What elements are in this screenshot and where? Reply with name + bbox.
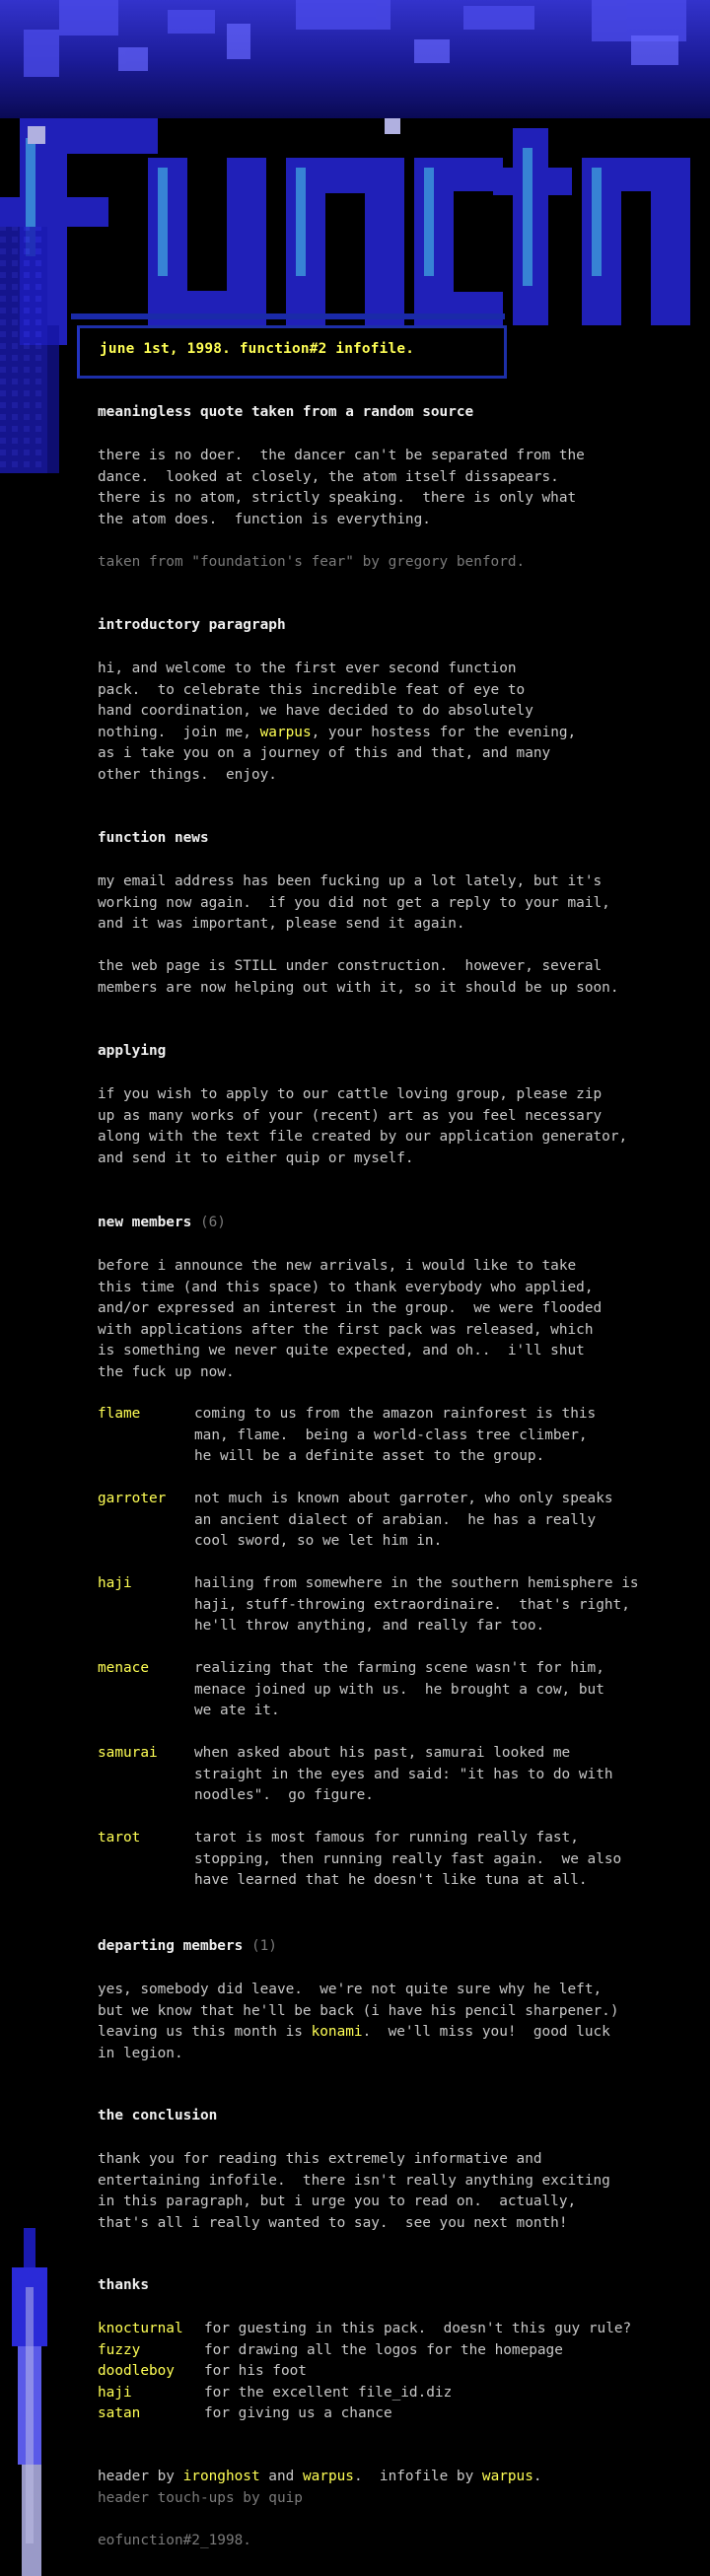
thanks-name: doodleboy: [98, 2363, 175, 2380]
dateline-text: june 1st, 1998. function#2 infofile.: [100, 341, 415, 357]
departing-highlight-name: konami: [311, 2024, 363, 2041]
intro-heading: introductory paragraph: [98, 617, 286, 633]
credit-ironghost: ironghost: [182, 2469, 260, 2484]
thanks-name: fuzzy: [98, 2341, 141, 2358]
thanks-name: satan: [98, 2405, 141, 2422]
conclusion-heading: the conclusion: [98, 2108, 218, 2123]
departing-text: yes, somebody did leave. we're not quite sure why he left, but we know that he'll be back (i have his pencil sharpener.) leaving us this month is konami. we'll miss you! good luck in legion.: [98, 1982, 619, 2061]
credit-warpus-infofile: warpus: [481, 2469, 533, 2484]
member-name: haji: [98, 1575, 132, 1591]
member-description: tarot is most famous for running really fast, stopping, then running really fast again. we also have learned that he doesn't like tuna at all.: [194, 1830, 622, 1889]
thanks-reason: for giving us a chance: [204, 2405, 392, 2422]
member-description: coming to us from the amazon rainforest is this man, flame. being a world-class tree climber, he will be a definite asset to the group.: [194, 1406, 597, 1465]
new-members-count: (6): [199, 1215, 226, 1230]
member-name: tarot: [98, 1830, 141, 1845]
credits-line: header by ironghost and warpus. infofile by warpus.: [98, 2469, 542, 2484]
conclusion-text: thank you for reading this extremely informative and entertaining infofile. there isn't really anything exciting in this paragraph, but i urge you to read on. actually, that's all i really wanted to say. see you next month!: [98, 2151, 610, 2231]
thanks-reason: for drawing all the logos for the homepage: [204, 2341, 563, 2358]
dateline-box: [77, 325, 507, 379]
member-name: garroter: [98, 1491, 167, 1506]
member-name: flame: [98, 1406, 141, 1422]
applying-heading: applying: [98, 1043, 167, 1059]
sidebar-decoration: [0, 2228, 59, 2576]
quote-heading: meaningless quote taken from a random source: [98, 404, 474, 420]
member-description: hailing from somewhere in the southern hemisphere is haji, stuff-throwing extraordinaire. that's right, he'll throw anything, and really far too.: [194, 1575, 639, 1635]
departing-heading: departing members (1): [98, 1938, 277, 1954]
news-heading: function news: [98, 830, 209, 846]
departing-count: (1): [250, 1938, 277, 1954]
member-name: samurai: [98, 1745, 158, 1761]
member-description: when asked about his past, samurai looked me straight in the eyes and said: "it has to do with noodles". go figure.: [194, 1745, 613, 1804]
credit-warpus-header: warpus: [302, 2469, 354, 2484]
thanks-heading: thanks: [98, 2277, 149, 2293]
member-description: not much is known about garroter, who only speaks an ancient dialect of arabian. he has a really cool sword, so we let him in.: [194, 1491, 613, 1550]
applying-text: if you wish to apply to our cattle loving group, please zip up as many works of your (recent) art as you feel necessary along with the text file created by our application generator, and send it to either quip or myself.: [98, 1086, 628, 1166]
quote-text: there is no doer. the dancer can't be separated from the dance. looked at closely, the atom itself dissapears. there is no atom, strictly speaking. there is only what the atom does. function is everything.: [98, 448, 585, 527]
eof-marker: eofunction#2_1998.: [98, 2533, 251, 2548]
new-members-intro: before i announce the new arrivals, i would like to take this time (and this space) to thank everybody who applied, and/or expressed an interest in the group. we were flooded with applications after the first pack was released, which is something we never quite expected, and oh.. i'll shut the fuck up now.: [98, 1258, 603, 1380]
new-members-heading: new members (6): [98, 1215, 226, 1230]
thanks-reason: for the excellent file_id.diz: [204, 2384, 453, 2401]
thanks-reason: for guesting in this pack. doesn't this guy rule?: [204, 2321, 632, 2336]
intro-text: hi, and welcome to the first ever second function pack. to celebrate this incredible feat of eye to hand coordination, we have decided to do absolutely nothing. join me, warpus, your hostess for the evening, as i take you on a journey of this and that, and many other things. enjoy.: [98, 661, 577, 783]
member-name: menace: [98, 1660, 149, 1676]
member-description: realizing that the farming scene wasn't for him, menace joined up with us. he brought a cow, but we ate it.: [194, 1660, 604, 1719]
touchups-credit: header touch-ups by quip: [98, 2490, 303, 2506]
thanks-name: haji: [98, 2384, 132, 2401]
news-para-2: the web page is STILL under construction. however, several members are now helping out with it, so it should be up soon.: [98, 958, 619, 996]
intro-highlight-name: warpus: [259, 724, 312, 740]
news-para-1: my email address has been fucking up a lot lately, but it's working now again. if you did not get a reply to your mail, and it was important, please send it again.: [98, 873, 610, 933]
thanks-name: knocturnal: [98, 2321, 183, 2336]
thanks-reason: for his foot: [204, 2363, 307, 2380]
quote-source: taken from "foundation's fear" by gregory benford.: [98, 554, 526, 570]
